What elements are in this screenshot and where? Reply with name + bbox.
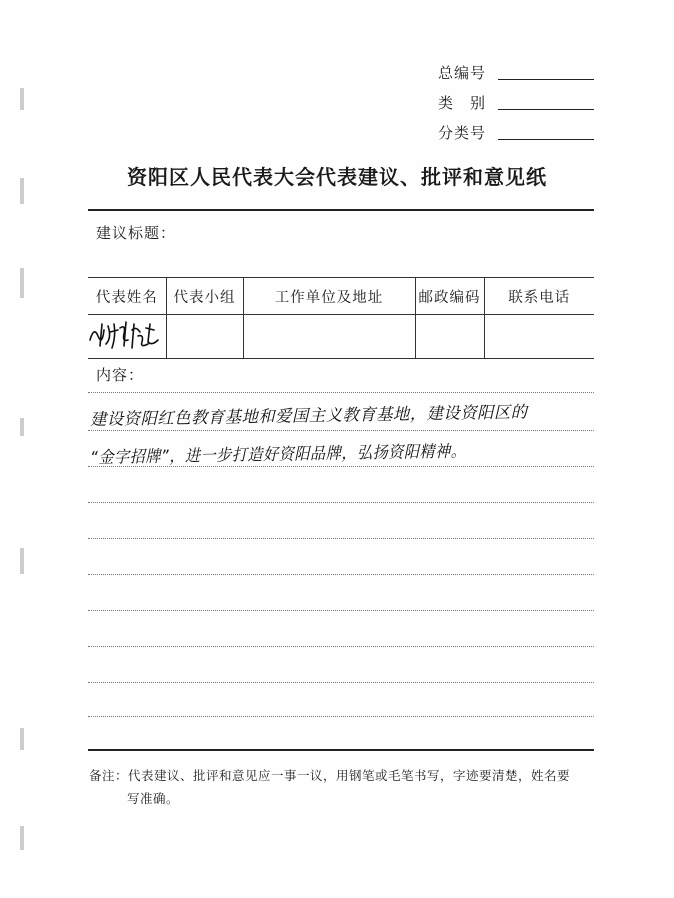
binding-mark [20,548,24,574]
writing-line [88,574,594,575]
header-postcode: 邮政编码 [415,278,484,315]
address-value-cell[interactable] [243,315,415,359]
header-address: 工作单位及地址 [243,278,415,315]
header-phone: 联系电话 [484,278,594,315]
binding-mark [20,728,24,750]
postcode-value-cell[interactable] [415,315,484,359]
binding-mark [20,268,24,298]
content-label: 内容： [96,366,145,384]
category-row [438,92,498,113]
binding-mark [20,418,24,436]
writing-line [88,610,594,611]
representative-signature-cell[interactable] [88,315,166,359]
subject-label: 建议标题： [96,224,177,242]
writing-line [88,716,594,717]
handwritten-content-line: “金字招牌”，进一步打造好资阳品牌，弘扬资阳精神。 [89,441,467,467]
header-name: 代表姓名 [88,278,166,315]
writing-line [88,538,594,539]
serial-number-label: 总编号 [438,64,487,82]
category-label: 类 别 [438,94,487,112]
writing-line [88,502,594,503]
table-header-row [88,278,594,315]
footnote-line: 备注：代表建议、批评和意见应一事一议，用钢笔或毛笔书写，字迹要清楚，姓名要 [89,768,571,783]
writing-line [88,646,594,647]
title-rule [88,209,594,211]
writing-line [88,392,594,393]
subject-field[interactable] [176,222,576,242]
content-bottom-rule [88,749,594,751]
table-row [88,315,594,359]
group-value-cell[interactable] [166,315,243,359]
writing-line [88,430,594,431]
serial-number-field[interactable] [498,79,594,80]
phone-value-cell[interactable] [484,315,594,359]
binding-mark [20,826,24,850]
writing-line [88,682,594,683]
subcategory-field[interactable] [498,139,594,140]
category-field[interactable] [498,109,594,110]
representative-signature [88,318,162,352]
header-group: 代表小组 [166,278,243,315]
serial-number-row [438,62,498,83]
handwritten-content-line: 建设资阳红色教育基地和爱国主义教育基地，建设资阳区的 [89,402,528,429]
subcategory-label: 分类号 [438,124,487,142]
subcategory-row [438,122,498,143]
binding-mark [20,88,24,110]
footnote [89,764,594,810]
representative-info-table [88,277,594,359]
form-title: 资阳区人民代表大会代表建议、批评和意见纸 [127,165,547,189]
footnote-line: 写准确。 [127,791,180,806]
